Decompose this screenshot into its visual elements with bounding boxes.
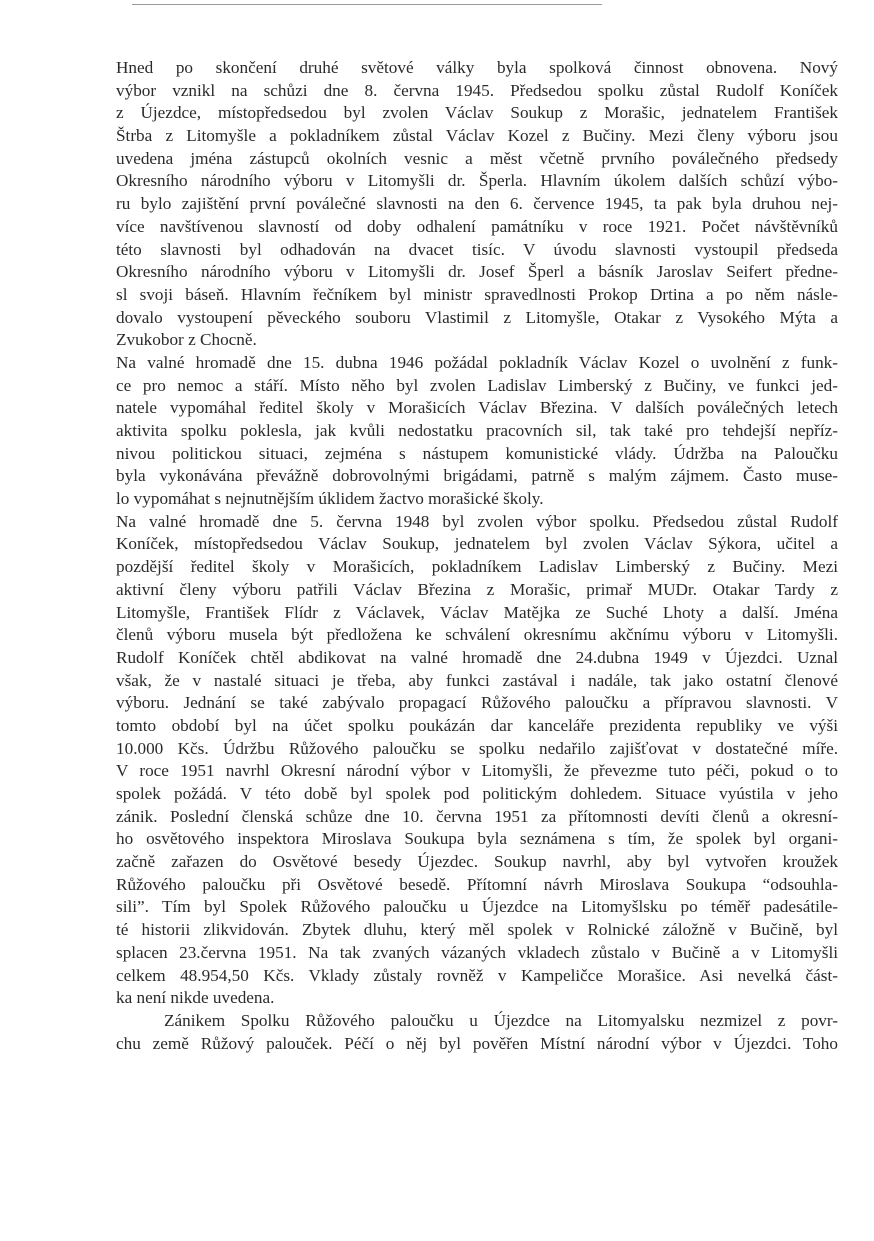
paragraph-3 <box>116 511 838 1010</box>
text-line: sili”. Tím byl Spolek Růžového paloučku u Újezdce na Litomyšlsku po téměř padesátile- <box>116 897 838 917</box>
text-line: Okresního národního výboru v Litomyšli dr. Šperla. Hlavním úkolem dalších schůzí výbo- <box>116 171 838 191</box>
text-line: 10.000 Kčs. Údržbu Růžového paloučku se spolku nedařilo zajišťovat v dostatečné míře. <box>116 738 838 758</box>
text-line: byla vykonávána převážně dobrovolnými brigádami, patrně s malým zájmem. Často muse- <box>116 466 838 486</box>
text-line: dovalo vystoupení pěveckého souboru Vlastimil z Litomyšle, Otakar z Vysokého Mýta a <box>116 307 838 327</box>
text-line: ka není nikde uvedena. <box>116 988 275 1008</box>
text-line: Na valné hromadě dne 15. dubna 1946 požádal pokladník Václav Kozel o uvolnění z funk- <box>116 352 838 372</box>
text-line: více navštívenou slavností od doby odhalení památníku v roce 1921. Počet návštěvníků <box>116 216 838 236</box>
document-page <box>116 57 838 1055</box>
text-line: Hned po skončení druhé světové války byla spolková činnost obnovena. Nový <box>116 58 838 77</box>
text-line: však, že v nastalé situaci je třeba, aby funkci zastával i nadále, tak jako ostatní členové <box>116 670 838 690</box>
text-line: Růžového paloučku při Osvětové besedě. Přítomní návrh Miroslava Soukupa “odsouhla- <box>116 874 838 894</box>
text-line: ce pro nemoc a stáří. Místo něho byl zvolen Ladislav Limberský z Bučiny, ve funkci jed- <box>116 375 838 395</box>
text-line: V roce 1951 navrhl Okresní národní výbor v Litomyšli, že převezme tuto péči, pokud o to <box>116 761 838 781</box>
text-line: ho osvětového inspektora Miroslava Soukupa byla seznámena s tím, že spolek byl organi- <box>116 829 838 849</box>
text-line: této slavnosti byl odhadován na dvacet tisíc. V úvodu slavnosti vystoupil předseda <box>116 239 838 259</box>
text-line: členů výboru musela být předložena ke schválení okresnímu akčnímu výboru v Litomyšli. <box>116 625 838 645</box>
paragraph-2 <box>116 352 838 511</box>
paragraph-1 <box>116 57 838 352</box>
text-line: Koníček, místopředsedou Václav Soukup, jednatelem byl zvolen Václav Sýkora, učitel a <box>116 534 838 554</box>
text-line: z Újezdce, místopředsedou byl zvolen Václav Soukup z Morašic, jednatelem František <box>116 103 838 123</box>
text-line: natele vypomáhal ředitel školy v Morašicích Václav Březina. V dalších poválečných letech <box>116 398 838 418</box>
text-line: nivou politickou situaci, zejména s nástupem komunistické vlády. Údržba na Paloučku <box>116 443 838 463</box>
text-line: Zánikem Spolku Růžového paloučku u Újezdce na Litomyalsku nezmizel z povr- <box>164 1010 838 1030</box>
text-line: pozdější ředitel školy v Morašicích, pokladníkem Ladislav Limberský z Bučiny. Mezi <box>116 557 838 577</box>
top-rule <box>132 4 602 5</box>
text-line: aktivita spolku poklesla, jak kvůli nedostatku pracovních sil, tak také pro tehdejší nepříz- <box>116 421 838 440</box>
text-line: zánik. Poslední členská schůze dne 10. června 1951 za přítomnosti devíti členů a okresní- <box>116 806 838 826</box>
text-line: výboru. Jednání se také zabývalo propagací Růžového paloučku a přípravou slavnosti. V <box>116 693 838 713</box>
text-line: Zvukobor z Chocně. <box>116 330 257 350</box>
text-line: tomto období byl na účet spolku poukázán dar kanceláře prezidenta republiky ve výši <box>116 715 838 735</box>
text-line: chu země Růžový palouček. Péčí o něj byl pověřen Místní národní výbor v Újezdci. Toho <box>116 1033 838 1053</box>
text-line: Litomyšle, František Flídr z Václavek, Václav Matějka ze Suché Lhoty a další. Jména <box>116 602 838 622</box>
text-line: celkem 48.954,50 Kčs. Vklady zůstaly rovněž v Kampeličce Morašice. Asi nevelká část- <box>116 965 838 985</box>
text-line: sl svoji báseň. Hlavním řečníkem byl ministr spravedlnosti Prokop Drtina a po něm násle- <box>116 284 838 304</box>
text-line: Na valné hromadě dne 5. června 1948 byl zvolen výbor spolku. Předsedou zůstal Rudolf <box>116 511 838 531</box>
text-line: Štrba z Litomyšle a pokladníkem zůstal Václav Kozel z Bučiny. Mezi členy výboru jsou <box>116 126 838 146</box>
text-line: lo vypomáhat s nejnutnějším úklidem žactvo morašické školy. <box>116 489 544 509</box>
text-line: Rudolf Koníček chtěl abdikovat na valné hromadě dne 24.dubna 1949 v Újezdci. Uznal <box>116 647 838 667</box>
text-line: ru bylo zajištění první poválečné slavnosti na den 6. července 1945, ta pak byla druhou nej- <box>116 194 838 214</box>
paragraph-4 <box>116 1010 838 1055</box>
text-line: výbor vznikl na schůzi dne 8. června 1945. Předsedou spolku zůstal Rudolf Koníček <box>116 80 838 100</box>
text-line: aktivní členy výboru patřili Václav Březina z Morašic, primař MUDr. Otakar Tardy z <box>116 579 838 599</box>
text-line: začně zařazen do Osvětové besedy Újezdec. Soukup navrhl, aby byl vytvořen kroužek <box>116 852 838 872</box>
text-line: spolek požádá. V této době byl spolek pod politickým dohledem. Situace vyústila v jeho <box>116 784 838 803</box>
text-line: té historii zlikvidován. Zbytek dluhu, který měl spolek v Rolnické záložně v Bučině, byl <box>116 920 838 940</box>
text-line: Okresního národního výboru v Litomyšli dr. Josef Šperl a básník Jaroslav Seifert předne- <box>116 262 838 282</box>
text-line: splacen 23.června 1951. Na tak zvaných vázaných vkladech zůstalo v Bučině a v Litomyšli <box>116 942 838 962</box>
text-line: uvedena jména zástupců okolních vesnic a měst včetně prvního poválečného předsedy <box>116 148 838 168</box>
